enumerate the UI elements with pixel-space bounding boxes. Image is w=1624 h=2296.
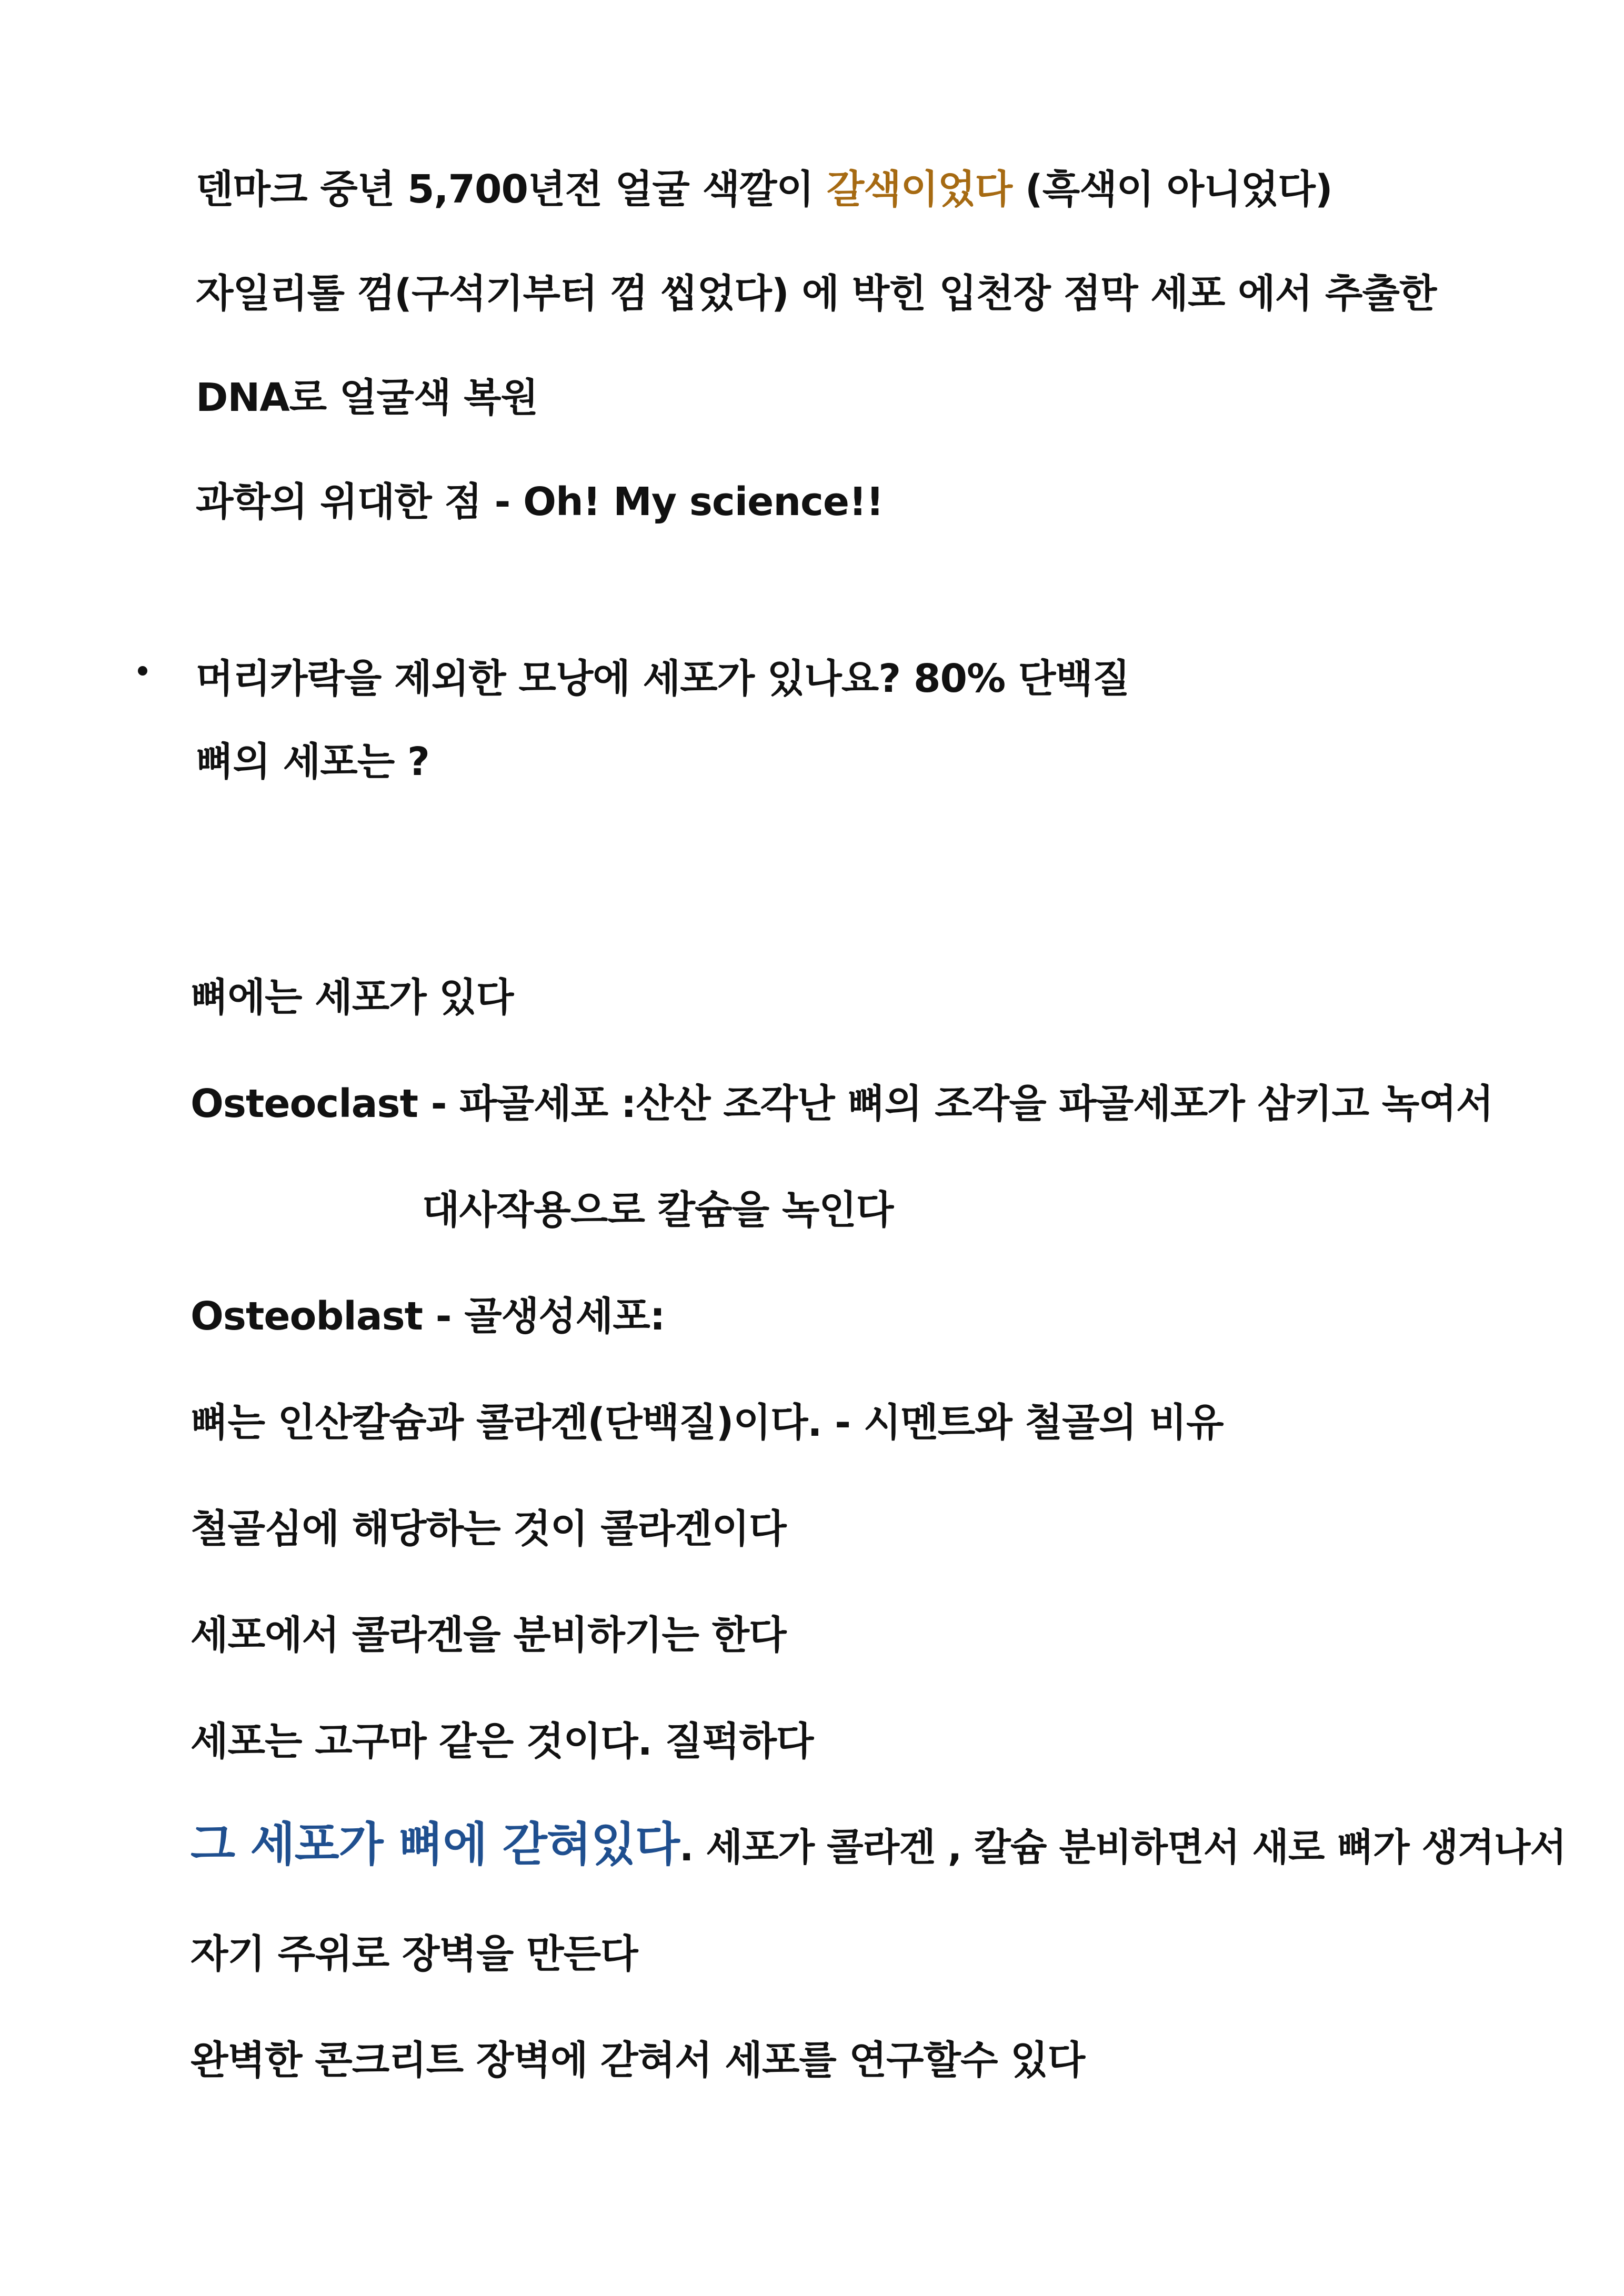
paragraph-line-6: 뼈의 세포는 ? bbox=[196, 739, 429, 784]
paragraph-line-17: 완벽한 콘크리트 장벽에 갇혀서 세포를 연구할수 있다 bbox=[191, 2038, 1085, 2083]
line-15-suffix: . 세포가 콜라겐 , 칼슘 분비하면서 새로 뼈가 생겨나서 bbox=[679, 1825, 1566, 1869]
paragraph-line-12: 철골심에 해당하는 것이 콜라겐이다 bbox=[191, 1506, 786, 1552]
paragraph-line-8: Osteoclast - 파골세포 :산산 조각난 뼈의 조각을 파골세포가 삼키고 녹여서 bbox=[191, 1081, 1493, 1126]
paragraph-line-11: 뼈는 인산칼슘과 콜라겐(단백질)이다. - 시멘트와 철골의 비유 bbox=[191, 1400, 1224, 1445]
paragraph-line-4: 과학의 위대한 점 - Oh! My science!! bbox=[196, 479, 884, 525]
highlight-blue-text: 그 세포가 뼈에 갇혀있다 bbox=[191, 1817, 679, 1871]
highlight-brown-text: 갈색이었다 bbox=[826, 167, 1013, 212]
paragraph-line-2: 자일리톨 껌(구석기부터 껌 씹었다) 에 박힌 입천장 점막 세포 에서 추출한 bbox=[196, 271, 1437, 316]
paragraph-line-10: Osteoblast - 골생성세포: bbox=[191, 1294, 665, 1339]
paragraph-line-7: 뼈에는 세포가 있다 bbox=[191, 975, 514, 1020]
paragraph-line-16: 자기 주위로 장벽을 만든다 bbox=[191, 1931, 638, 1977]
paragraph-line-9: 대사작용으로 칼슘을 녹인다 bbox=[422, 1187, 894, 1233]
line-1-prefix: 덴마크 중년 5,700년전 얼굴 색깔이 bbox=[196, 167, 827, 212]
bullet-icon bbox=[138, 666, 147, 676]
bullet-item-line: 머리카락을 제외한 모낭에 세포가 있나요? 80% 단백질 bbox=[196, 656, 1130, 701]
paragraph-line-14: 세포는 고구마 같은 것이다. 질퍽하다 bbox=[191, 1719, 814, 1764]
paragraph-line-1 bbox=[196, 164, 1332, 215]
line-1-suffix: (흑색이 아니었다) bbox=[1012, 167, 1332, 212]
paragraph-line-13: 세포에서 콜라겐을 분비하기는 한다 bbox=[191, 1613, 786, 1658]
paragraph-line-3: DNA로 얼굴색 복원 bbox=[196, 375, 538, 420]
paragraph-line-15 bbox=[191, 1819, 1566, 1872]
